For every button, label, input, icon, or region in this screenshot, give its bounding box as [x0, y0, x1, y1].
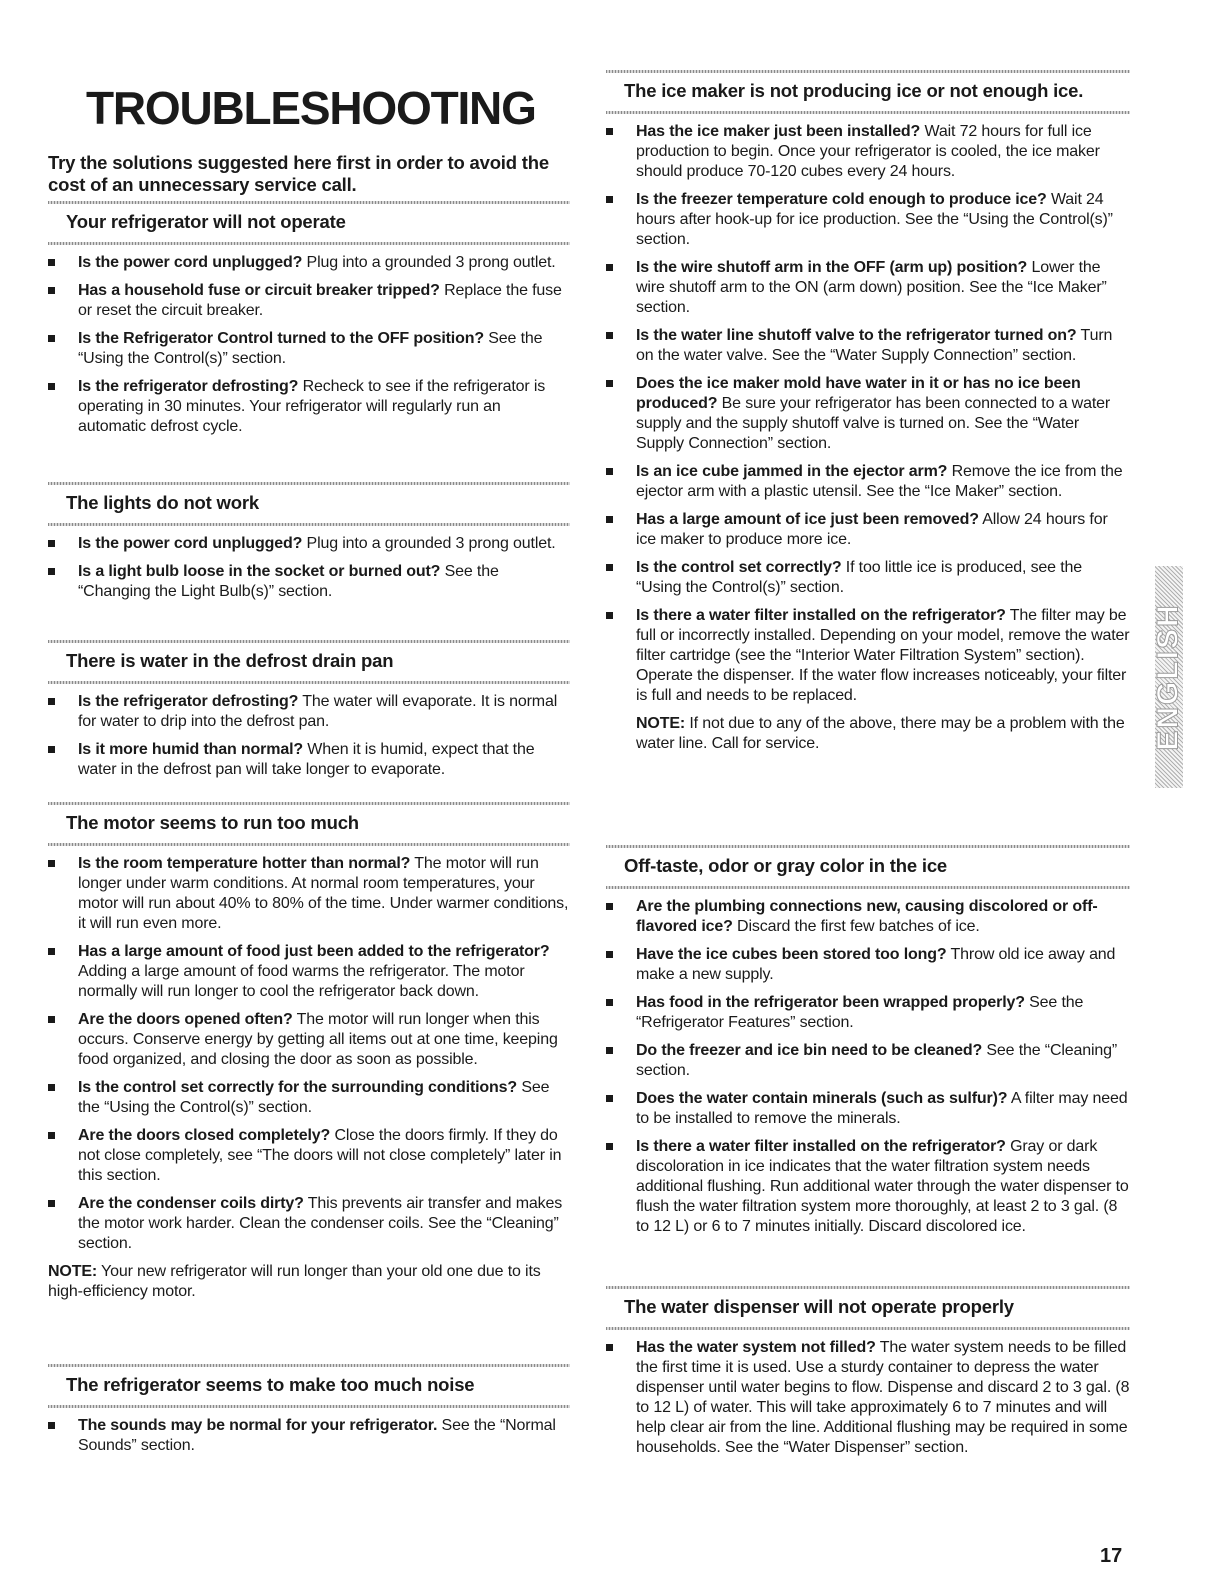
item-question: Is there a water filter installed on the refrigerator? [636, 607, 1006, 624]
troubleshooting-item [48, 281, 570, 321]
section-heading: The lights do not work [48, 482, 570, 526]
troubleshooting-item [48, 942, 570, 1002]
troubleshooting-item [48, 1416, 570, 1456]
square-bullet-icon [606, 1344, 613, 1351]
note-text: If not due to any of the above, there may be a problem with the water line. Call for service. [636, 715, 1125, 752]
item-answer: Discard the first few batches of ice. [732, 918, 980, 935]
square-bullet-icon [48, 1132, 55, 1139]
troubleshooting-item [606, 510, 1130, 550]
item-answer: Be sure your refrigerator has been connected to a water supply and the supply shutoff valve is turned on. See the “Water Supply Connection” section. [636, 395, 1111, 452]
square-bullet-icon [606, 380, 613, 387]
item-question: Is a light bulb loose in the socket or burned out? [78, 563, 441, 580]
item-question: Are the plumbing connections new, causing discolored or off-flavored ice? [636, 898, 1098, 935]
item-answer: The water will evaporate. It is normal for water to drip into the defrost pan. [78, 693, 558, 730]
item-question: Is the power cord unplugged? [78, 254, 303, 271]
square-bullet-icon [606, 468, 613, 475]
item-answer: If too little ice is produced, see the “Using the Control(s)” section. [636, 559, 1083, 596]
item-question: The sounds may be normal for your refrigerator. [78, 1417, 438, 1434]
troubleshooting-item [48, 534, 570, 554]
item-question: Is an ice cube jammed in the ejector arm? [636, 463, 948, 480]
item-question: Is the refrigerator defrosting? [78, 693, 299, 710]
item-answer: Replace the fuse or reset the circuit breaker. [78, 282, 562, 319]
square-bullet-icon [48, 698, 55, 705]
item-question: Has the water system not filled? [636, 1339, 876, 1356]
troubleshooting-item [48, 854, 570, 934]
troubleshooting-item [48, 1126, 570, 1186]
square-bullet-icon [48, 746, 55, 753]
troubleshooting-item [48, 1078, 570, 1118]
item-question: Do the freezer and ice bin need to be cleaned? [636, 1042, 983, 1059]
item-answer: Recheck to see if the refrigerator is operating in 30 minutes. Your refrigerator will regularly run an automatic defrost cycle. [78, 378, 546, 435]
section-heading: The ice maker is not producing ice or not enough ice. [606, 70, 1130, 114]
item-question: Is the wire shutoff arm in the OFF (arm up) position? [636, 259, 1028, 276]
item-question: Is it more humid than normal? [78, 741, 304, 758]
item-question: Is the control set correctly for the surrounding conditions? [78, 1079, 518, 1096]
troubleshooting-item [48, 562, 570, 602]
square-bullet-icon [606, 1047, 613, 1054]
language-tab-label: ENGLISH [1152, 603, 1186, 751]
item-answer: Adding a large amount of food warms the refrigerator. The motor normally will run longer to cool the refrigerator back down. [78, 963, 525, 1000]
troubleshooting-item [606, 326, 1130, 366]
item-question: Is the freezer temperature cold enough to produce ice? [636, 191, 1047, 208]
section-your-refrigerator-will-not-operate [48, 201, 570, 437]
note-text: Your new refrigerator will run longer than your old one due to its high-efficiency motor. [48, 1263, 541, 1300]
square-bullet-icon [606, 196, 613, 203]
troubleshooting-item [48, 253, 570, 273]
square-bullet-icon [606, 1143, 613, 1150]
item-answer: See the “Changing the Light Bulb(s)” section. [78, 563, 499, 600]
square-bullet-icon [606, 128, 613, 135]
square-bullet-icon [48, 383, 55, 390]
item-question: Does the ice maker mold have water in it or has no ice been produced? [636, 375, 1081, 412]
note-label: NOTE: [48, 1263, 98, 1280]
item-question: Are the doors opened often? [78, 1011, 293, 1028]
section-heading: There is water in the defrost drain pan [48, 640, 570, 684]
square-bullet-icon [48, 860, 55, 867]
square-bullet-icon [606, 564, 613, 571]
square-bullet-icon [606, 612, 613, 619]
item-answer: The water system needs to be filled the first time it is used. Use a sturdy container to depress the water dispenser until water begins to flow. Dispense and discard 2 to 3 gal. (8 to 12 L) of water. This will take approximately 6 to 7 minutes and will help clear air from the line. Additional flushing may be required in some households. See the “Water Dispenser” section. [636, 1339, 1130, 1456]
square-bullet-icon [48, 259, 55, 266]
section-there-is-water-in-the-defrost-drain-pan [48, 640, 570, 780]
item-question: Is the power cord unplugged? [78, 535, 303, 552]
item-answer: Wait 24 hours after hook-up for ice production. See the “Using the Control(s)” section. [636, 191, 1113, 248]
section-the-lights-do-not-work [48, 482, 570, 602]
item-answer: See the “Using the Control(s)” section. [78, 1079, 550, 1116]
square-bullet-icon [606, 951, 613, 958]
troubleshooting-item [48, 329, 570, 369]
square-bullet-icon [606, 332, 613, 339]
troubleshooting-item [48, 1010, 570, 1070]
item-answer: See the “Refrigerator Features” section. [636, 994, 1084, 1031]
item-question: Is the control set correctly? [636, 559, 842, 576]
section-heading: Your refrigerator will not operate [48, 201, 570, 245]
item-answer: When it is humid, expect that the water in the defrost pan will take longer to evaporate. [78, 741, 535, 778]
troubleshooting-item [606, 945, 1130, 985]
square-bullet-icon [48, 1200, 55, 1207]
item-answer: See the “Using the Control(s)” section. [78, 330, 543, 367]
troubleshooting-item [606, 258, 1130, 318]
item-question: Has a household fuse or circuit breaker tripped? [78, 282, 440, 299]
troubleshooting-item [606, 558, 1130, 598]
item-answer: The filter may be full or incorrectly installed. Depending on your model, remove the water filter cartridge (see the “Interior Water Filtration System” section). Operate the dispenser. If the water flow increases noticeably, your filter is full and needs to be replaced. [636, 607, 1130, 704]
section-the-ice-maker-is-not-producing-ice-or-no [606, 70, 1130, 754]
item-question: Are the doors closed completely? [78, 1127, 331, 1144]
note [606, 714, 1130, 754]
item-question: Has the ice maker just been installed? [636, 123, 921, 140]
section-heading: Off-taste, odor or gray color in the ice [606, 845, 1130, 889]
troubleshooting-item [606, 993, 1130, 1033]
square-bullet-icon [606, 1095, 613, 1102]
item-answer: Gray or dark discoloration in ice indicates that the water filtration system needs additional flushing. Run additional water through the water dispenser to flush the water filtration system more thoroughly, at least 2 to 3 gal. (8 to 12 L) or 6 to 7 minutes initially. Discard discolored ice. [636, 1138, 1129, 1235]
troubleshooting-item [606, 190, 1130, 250]
item-question: Has food in the refrigerator been wrapped properly? [636, 994, 1025, 1011]
square-bullet-icon [48, 1084, 55, 1091]
item-answer: Wait 72 hours for full ice production to begin. Once your refrigerator is cooled, the ice maker should produce 70-120 cubes every 24 hours. [636, 123, 1100, 180]
troubleshooting-item [606, 897, 1130, 937]
troubleshooting-item [48, 692, 570, 732]
troubleshooting-item [606, 1041, 1130, 1081]
square-bullet-icon [48, 540, 55, 547]
page-title: TROUBLESHOOTING [86, 82, 536, 134]
troubleshooting-item [606, 122, 1130, 182]
language-tab [1152, 566, 1186, 788]
square-bullet-icon [606, 516, 613, 523]
item-answer: See the “Normal Sounds” section. [78, 1417, 556, 1454]
item-answer: Plug into a grounded 3 prong outlet. [302, 535, 556, 552]
item-question: Is the Refrigerator Control turned to the OFF position? [78, 330, 484, 347]
square-bullet-icon [48, 1016, 55, 1023]
troubleshooting-item [606, 1089, 1130, 1129]
square-bullet-icon [606, 264, 613, 271]
square-bullet-icon [48, 1422, 55, 1429]
square-bullet-icon [48, 335, 55, 342]
troubleshooting-item [48, 377, 570, 437]
troubleshooting-item [606, 374, 1130, 454]
item-answer: Close the doors firmly. If they do not close completely, see “The doors will not close completely” later in this section. [78, 1127, 562, 1184]
section-the-refrigerator-seems-to-make-too-much- [48, 1364, 570, 1456]
square-bullet-icon [48, 948, 55, 955]
item-answer: Turn on the water valve. See the “Water Supply Connection” section. [636, 327, 1113, 364]
note [48, 1262, 570, 1302]
item-question: Have the ice cubes been stored too long? [636, 946, 947, 963]
item-question: Are the condenser coils dirty? [78, 1195, 304, 1212]
troubleshooting-item [606, 1338, 1130, 1458]
section-off-taste-odor-or-gray-color-in-the-ice [606, 845, 1130, 1237]
item-answer: The motor will run longer under warm conditions. At normal room temperatures, your motor will run about 40% to 80% of the time. Under warmer conditions, it will run even more. [78, 855, 569, 932]
item-answer: Remove the ice from the ejector arm with a plastic utensil. See the “Ice Maker” section. [636, 463, 1123, 500]
troubleshooting-item [48, 740, 570, 780]
troubleshooting-item [48, 1194, 570, 1254]
item-question: Is there a water filter installed on the refrigerator? [636, 1138, 1006, 1155]
troubleshooting-item [606, 606, 1130, 706]
section-heading: The refrigerator seems to make too much noise [48, 1364, 570, 1408]
item-question: Has a large amount of ice just been removed? [636, 511, 979, 528]
section-heading: The water dispenser will not operate properly [606, 1286, 1130, 1330]
square-bullet-icon [606, 999, 613, 1006]
item-answer: Lower the wire shutoff arm to the ON (arm down) position. See the “Ice Maker” section. [636, 259, 1107, 316]
note-label: NOTE: [636, 715, 686, 732]
square-bullet-icon [48, 287, 55, 294]
item-question: Is the water line shutoff valve to the refrigerator turned on? [636, 327, 1077, 344]
item-answer: Allow 24 hours for ice maker to produce more ice. [636, 511, 1108, 548]
section-the-motor-seems-to-run-too-much [48, 802, 570, 1302]
item-question: Has a large amount of food just been added to the refrigerator? [78, 943, 550, 960]
troubleshooting-item [606, 462, 1130, 502]
page-number: 17 [1100, 1545, 1123, 1567]
item-answer: The motor will run longer when this occurs. Conserve energy by getting all items out at one time, keeping food organized, and closing the door as soon as possible. [78, 1011, 558, 1068]
item-question: Is the room temperature hotter than normal? [78, 855, 411, 872]
item-question: Does the water contain minerals (such as sulfur)? [636, 1090, 1008, 1107]
square-bullet-icon [606, 903, 613, 910]
intro-text: Try the solutions suggested here first in order to avoid the cost of an unnecessary service call. [48, 152, 549, 195]
section-the-water-dispenser-will-not-operate-pro [606, 1286, 1130, 1458]
item-answer: This prevents air transfer and makes the motor work harder. Clean the condenser coils. See the “Cleaning” section. [78, 1195, 563, 1252]
item-answer: See the “Cleaning” section. [636, 1042, 1118, 1079]
section-heading: The motor seems to run too much [48, 802, 570, 846]
item-answer: A filter may need to be installed to remove the minerals. [636, 1090, 1128, 1127]
item-question: Is the refrigerator defrosting? [78, 378, 299, 395]
troubleshooting-item [606, 1137, 1130, 1237]
square-bullet-icon [48, 568, 55, 575]
item-answer: Throw old ice away and make a new supply. [636, 946, 1116, 983]
item-answer: Plug into a grounded 3 prong outlet. [302, 254, 556, 271]
